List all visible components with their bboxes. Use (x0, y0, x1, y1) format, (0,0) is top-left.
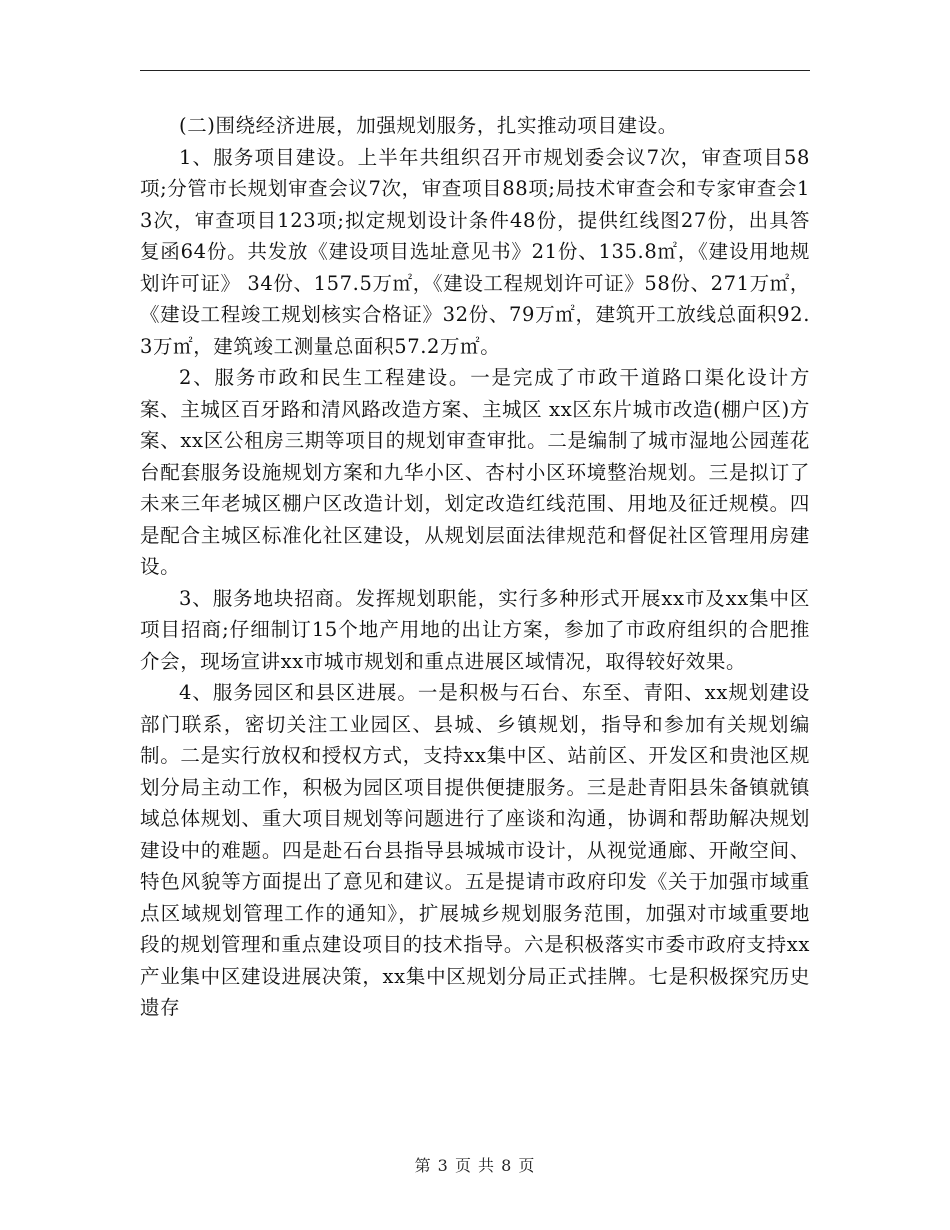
page-number-footer: 第 3 页 共 8 页 (414, 1156, 536, 1175)
section-heading: (二)围绕经济进展，加强规划服务，扎实推动项目建设。 (179, 114, 678, 137)
header-rule (140, 70, 810, 71)
paragraph-land-investment: 3、服务地块招商。发挥规划职能，实行多种形式开展xx市及xx集中区项目招商;仔细制订15个地产用地的出让方案，参加了市政府组织的合肥推介会，现场宣讲xx市城市规划和重点进展区域情况，取得较好效果。 (140, 586, 810, 673)
paragraph-county-development: 4、服务园区和县区进展。一是积极与石台、东至、青阳、xx规划建设部门联系，密切关注工业园区、县城、乡镇规划，指导和参加有关规划编制。二是实行放权和授权方式，支持xx集中区、站前区、开发区和贵池区规划分局主动工作，积极为园区项目提供便捷服务。三是赴青阳县朱备镇就镇域总体规划、重大项目规划等问题进行了座谈和沟通，协调和帮助解决规划建设中的难题。四是赴石台县指导县城城市设计，从视觉通廊、开敞空间、特色风貌等方面提出了意见和建议。五是提请市政府印发《关于加强市域重点区域规划管理工作的通知》，扩展城乡规划服务范围，加强对市域重要地段的规划管理和重点建设项目的技术指导。六是积极落实市委市政府支持xx产业集中区建设进展决策，xx集中区规划分局正式挂牌。七是积极探究历史遗存 (140, 681, 810, 1019)
paragraph-municipal-construction: 2、服务市政和民生工程建设。一是完成了市政干道路口渠化设计方案、主城区百牙路和清风路改造方案、主城区 xx区东片城市改造(棚户区)方案、xx区公租房三期等项目的规划审查审批。二是编制了城市湿地公园莲花台配套服务设施规划方案和九华小区、杏村小区环境整治规划。三是拟订了未来三年老城区棚户区改造计划，划定改造红线范围、用地及征迁规模。四是配合主城区标准化社区建设，从规划层面法律规范和督促社区管理用房建设。 (140, 366, 810, 578)
document-body (140, 110, 810, 1024)
paragraph-project-construction: 1、服务项目建设。上半年共组织召开市规划委会议7次，审查项目58项;分管市长规划审查会议7次，审查项目88项;局技术审查会和专家审查会13次，审查项目123项;拟定规划设计条件48份，提供红线图27份，出具答复函64份。共发放《建设项目选址意见书》21份、135.8㎡，《建设用地规划许可证》 34份、157.5万㎡，《建设工程规划许可证》58份、271万㎡，《建设工程竣工规划核实合格证》32份、79万㎡，建筑开工放线总面积92.3万㎡，建筑竣工测量总面积57.2万㎡。 (140, 145, 810, 358)
